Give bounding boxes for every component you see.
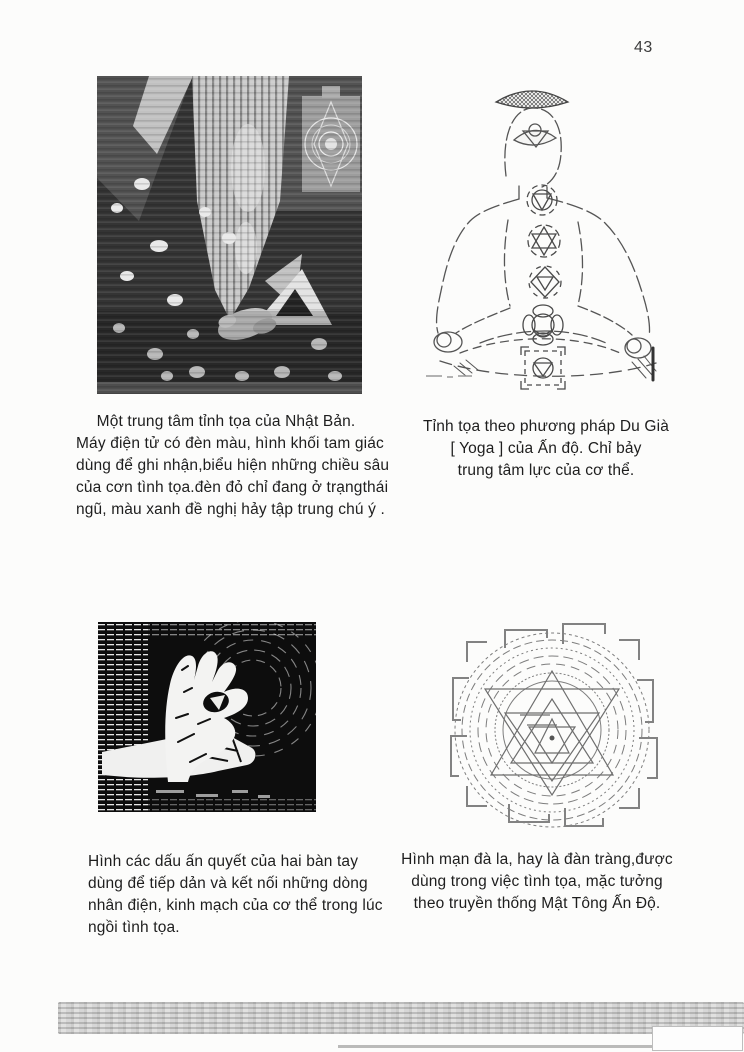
caption-line: trung tâm lực của cơ thể.	[457, 462, 635, 479]
caption-line: [ Yoga ] của Ấn độ. Chỉ bảy	[450, 440, 642, 457]
caption-line: Tỉnh tọa theo phương pháp Du Già	[423, 418, 669, 435]
caption-line: Một trung tâm tỉnh tọa của Nhật Bản.	[96, 413, 356, 430]
caption-line: dùng để ghi nhận,biểu hiện những chiều sâu	[76, 457, 390, 474]
caption-yoga-figure	[410, 416, 682, 482]
scan-artifact-line	[338, 1045, 668, 1048]
caption-line: theo truyền thống Mật Tông Ấn Độ.	[413, 895, 661, 912]
caption-line: của cơn tình tọa.đèn đỏ chỉ đang ở trạngthái	[76, 479, 389, 496]
caption-line: Máy điện tử có đèn màu, hình khối tam giác	[76, 435, 384, 452]
caption-mandala	[398, 849, 676, 915]
meditation-center-photo	[97, 76, 362, 394]
caption-line: ngũ, màu xanh đề nghị hảy tập trung chú ý .	[76, 501, 385, 518]
page-number: 43	[634, 39, 653, 56]
sri-yantra-mandala	[445, 618, 660, 833]
yoga-chakra-figure	[420, 80, 705, 395]
caption-line: ngồi tình tọa.	[88, 919, 180, 936]
scan-artifact-box	[652, 1026, 743, 1051]
caption-meditation-center	[76, 411, 390, 521]
caption-mudra-hands	[88, 851, 383, 939]
caption-line: dùng để tiếp dản và kết nối những dòng	[88, 875, 368, 892]
caption-line: Hình các dấu ấn quyết của hai bàn tay	[88, 853, 359, 870]
caption-line: dùng trong việc tình tọa, mặc tưởng	[411, 873, 663, 890]
scan-artifact-band	[58, 1002, 744, 1034]
caption-line: Hình mạn đà la, hay là đàn tràng,được	[401, 851, 673, 868]
mudra-hands-woodcut	[98, 622, 316, 812]
caption-line: nhân điện, kinh mạch của cơ thể trong lúc	[88, 897, 383, 914]
